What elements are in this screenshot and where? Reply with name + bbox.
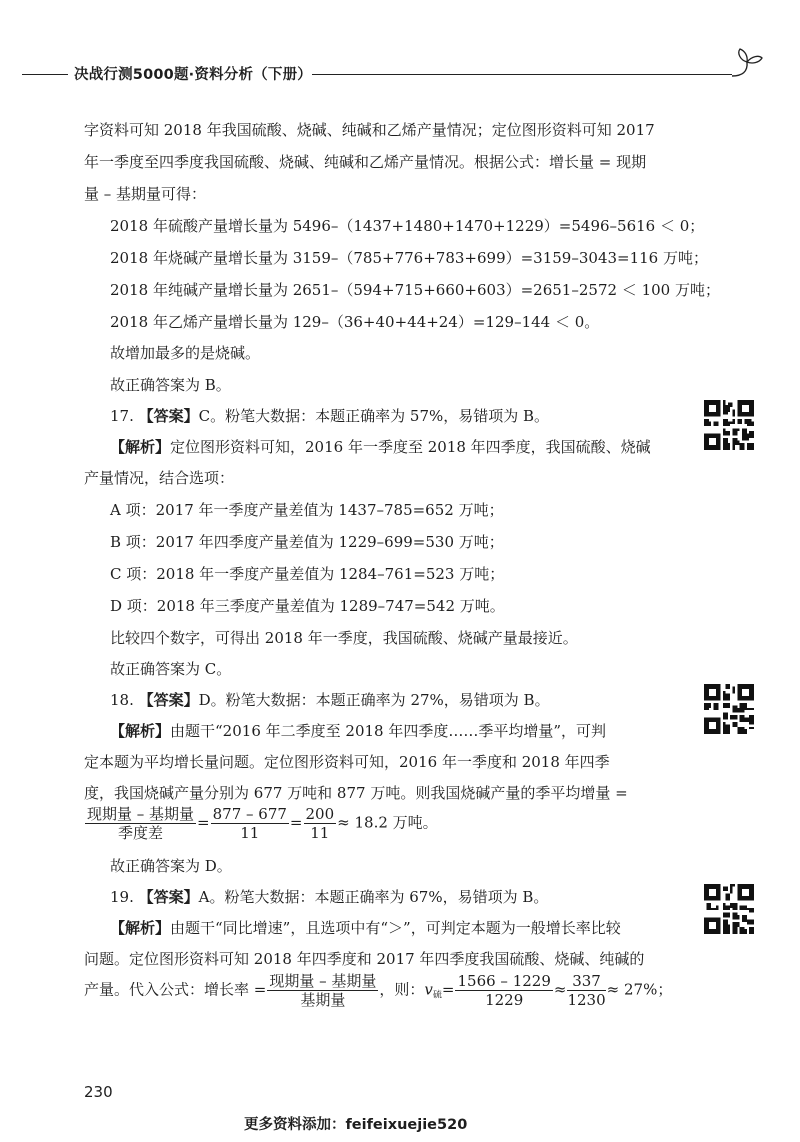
- numerator: 现期量 – 基期量: [269, 972, 377, 990]
- analysis-tag: 【解析】: [110, 438, 171, 456]
- fraction: [304, 805, 337, 842]
- analysis-tag: 【解析】: [110, 919, 171, 937]
- text-line: 2018 年乙烯产量增长量为 129–（36+40+44+24）=129–144 ＜ 0。: [110, 313, 600, 331]
- text-line: 字资料可知 2018 年我国硫酸、烧碱、纯碱和乙烯产量情况；定位图形资料可知 2017: [84, 121, 655, 139]
- subscript: 硫: [432, 990, 442, 1001]
- analysis-tag: 【解析】: [110, 722, 171, 740]
- analysis-line-19: [110, 918, 621, 938]
- option-line: B 项：2017 年四季度产量差值为 1229–699=530 万吨；: [110, 533, 504, 551]
- option-line: D 项：2018 年三季度产量差值为 1289–747=542 万吨。: [110, 597, 505, 615]
- denominator: 季度差: [118, 824, 164, 842]
- variable: v: [424, 980, 433, 999]
- text-line: 故正确答案为 B。: [110, 376, 231, 394]
- analysis-line-17: [110, 437, 651, 457]
- answer-line-17: [110, 406, 549, 426]
- text-line: 问题。定位图形资料可知 2018 年四季度和 2017 年四季度我国硫酸、烧碱、纯碱的: [84, 950, 645, 968]
- text-line: 产量情况，结合选项：: [84, 469, 235, 487]
- answer-text: A。粉笔大数据：本题正确率为 67%，易错项为 B。: [198, 888, 549, 906]
- numerator: 337: [567, 972, 605, 991]
- qr-code-icon[interactable]: [704, 400, 754, 450]
- question-number: 18.: [110, 691, 134, 709]
- question-number: 17.: [110, 407, 134, 425]
- text-line: 2018 年纯碱产量增长量为 2651–（594+715+660+603）=2651–2572 ＜ 100 万吨；: [110, 281, 720, 299]
- page-header: [0, 60, 800, 90]
- answer-tag: 【答案】: [138, 691, 199, 709]
- denominator: 1229: [485, 991, 524, 1009]
- answer-text: C。粉笔大数据：本题正确率为 57%，易错项为 B。: [198, 407, 550, 425]
- formula-line-1: $\frac{\text{现期量 – 基期量}}{\text{季度差}}$ = $\frac{877 - 677}{11}$ = $\frac{200}{11}$ ≈ 18.2 万吨。: [87, 805, 438, 842]
- qr-code-icon[interactable]: [704, 684, 754, 734]
- denominator: 1230: [567, 991, 606, 1009]
- header-rule-left: [22, 74, 68, 75]
- fraction: [211, 805, 289, 842]
- sprout-icon: [728, 46, 764, 80]
- text-line: 故正确答案为 D。: [110, 857, 232, 875]
- text-line: 量 – 基期量可得：: [84, 185, 207, 203]
- text-line: 比较四个数字，可得出 2018 年一季度，我国硫酸、烧碱产量最接近。: [110, 629, 578, 647]
- denominator: 基期量: [300, 991, 346, 1009]
- formula-mid: ，则：: [379, 980, 425, 999]
- analysis-text: 由题干“同比增速”，且选项中有“＞”，可判定本题为一般增长率比较: [170, 919, 621, 937]
- formula-result: ≈ 27%；: [606, 980, 673, 999]
- denominator: 11: [240, 824, 260, 842]
- page-number: 230: [84, 1083, 113, 1101]
- answer-tag: 【答案】: [138, 888, 199, 906]
- option-line: A 项：2017 年一季度产量差值为 1437–785=652 万吨；: [110, 501, 504, 519]
- numerator: 200: [305, 805, 335, 823]
- answer-tag: 【答案】: [138, 407, 199, 425]
- answer-text: D。粉笔大数据：本题正确率为 27%，易错项为 B。: [198, 691, 550, 709]
- text-line: 定本题为平均增长量问题。定位图形资料可知，2016 年一季度和 2018 年四季: [84, 753, 610, 771]
- text-line: 故正确答案为 C。: [110, 660, 232, 678]
- footer-note: 更多资料添加：feifeixuejie520: [244, 1117, 468, 1133]
- analysis-text: 由题干“2016 年二季度至 2018 年四季度……季平均增量”，可判: [170, 722, 607, 740]
- answer-line-18: [110, 690, 550, 710]
- text-line: 2018 年烧碱产量增长量为 3159–（785+776+783+699）=3159–3043=116 万吨；: [110, 249, 708, 267]
- header-rule-right: [312, 74, 732, 75]
- formula-lead: 产量。代入公式：增长率 =: [84, 980, 267, 999]
- header-title: 决战行测5000题·资料分析（下册）: [74, 67, 312, 83]
- fraction: [85, 805, 196, 842]
- question-number: 19.: [110, 888, 134, 906]
- qr-code-icon[interactable]: [704, 884, 754, 934]
- formula-result: ≈ 18.2 万吨。: [337, 813, 438, 832]
- answer-line-19: [110, 887, 548, 907]
- text-line: 故增加最多的是烧碱。: [110, 344, 261, 362]
- denominator: 11: [310, 824, 330, 842]
- text-line: 2018 年硫酸产量增长量为 5496–（1437+1480+1470+1229）=5496–5616 ＜ 0；: [110, 217, 705, 235]
- numerator: 现期量 – 基期量: [87, 805, 195, 823]
- text-line: 度，我国烧碱产量分别为 677 万吨和 877 万吨。则我国烧碱产量的季平均增量 =: [84, 784, 628, 802]
- analysis-line-18: [110, 721, 606, 741]
- fraction: [267, 972, 378, 1009]
- option-line: C 项：2018 年一季度产量差值为 1284–761=523 万吨；: [110, 565, 505, 583]
- numerator: 877 – 677: [212, 805, 287, 823]
- numerator: 1566 – 1229: [457, 972, 551, 990]
- analysis-text: 定位图形资料可知，2016 年一季度至 2018 年四季度，我国硫酸、烧碱: [170, 438, 651, 456]
- text-line: 年一季度至四季度我国硫酸、烧碱、纯碱和乙烯产量情况。根据公式：增长量 = 现期: [84, 153, 647, 171]
- fraction: [567, 972, 605, 1009]
- formula-line-2: 产量。代入公式：增长率 = $\frac{\text{现期量 – 基期量}}{\text{基期量}}$ ，则：$v_硫=$ $\frac{1566 - 1229}{1229}$ ≈ $\frac{337}{1230}$ ≈ 27%；: [84, 972, 673, 1009]
- fraction: [455, 972, 552, 1009]
